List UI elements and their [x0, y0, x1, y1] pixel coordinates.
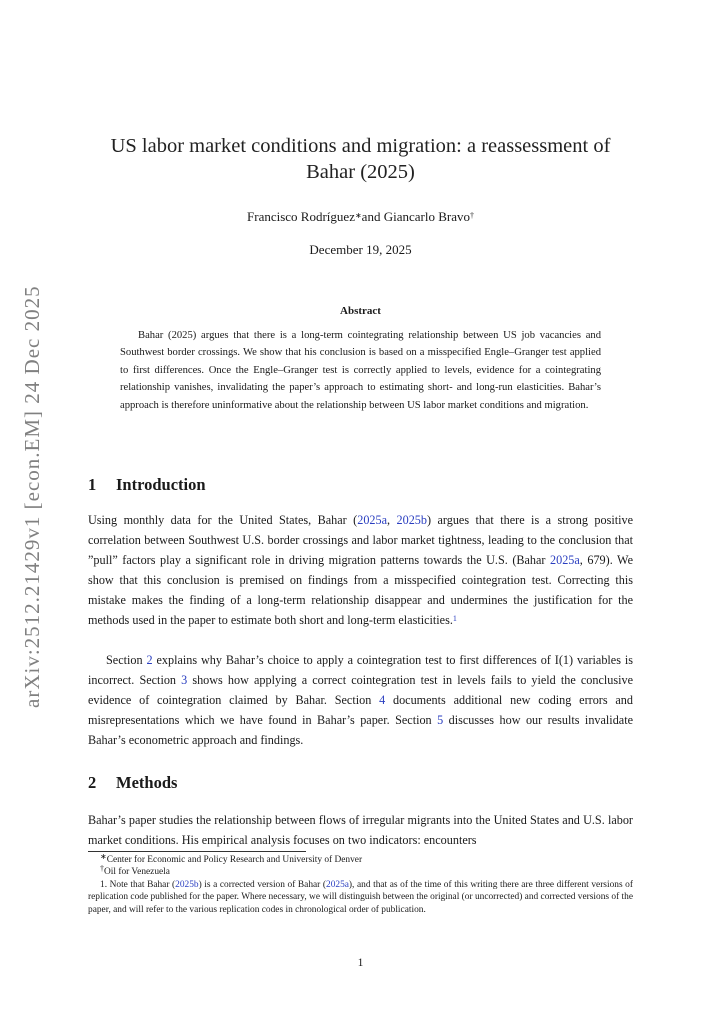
author-1-footnote-mark[interactable]: ∗ — [354, 211, 362, 220]
author-2: and Giancarlo Bravo — [361, 209, 470, 224]
page-number: 1 — [357, 957, 364, 969]
text-run: , 679). We show that this conclusion is premised on findings from a misspecified cointegration test. Correcting this mistake makes the finding of a long-term relationship disappear and undermines the justification for the methods used in the paper to estimate both short and long-term elasticities. — [88, 553, 633, 628]
text-run: ), and that as of the time of this writing there are three different versions of replication code published for the paper. Where necessary, we will distinguish between the original (or uncorrected) and corrected versions of the paper, and will refer to the various replication codes in chronological order of publication. — [88, 879, 633, 915]
section-2-heading — [88, 773, 177, 793]
title-line-2: Bahar (2025) — [306, 161, 415, 183]
footnote-citation-2025a[interactable]: 2025a — [326, 879, 349, 890]
citation-bahar-2025a[interactable]: 2025a — [357, 513, 388, 527]
text-run: Section — [106, 653, 147, 667]
footnotes — [88, 854, 633, 916]
intro-paragraph-1 — [88, 510, 633, 631]
section-1-heading — [88, 475, 206, 495]
abstract-text: Bahar (2025) argues that there is a long-term cointegrating relationship between US job vacancies and Southwest border crossings. We show that his conclusion is based on a misspecified Engle–Granger test applied to first differences. Once the Engle–Granger test is correctly applied to levels, evidence for a cointegrating relationship vanishes, invalidating the paper’s approach to estimating short- and long-run elasticities. Bahar’s approach is therefore uninformative about the relationship between US labor market conditions and migration. — [120, 330, 601, 411]
footnote-1-link[interactable]: 1 — [452, 614, 457, 624]
intro-paragraph-2 — [88, 650, 633, 750]
author-1: Francisco Rodríguez — [247, 209, 355, 224]
author-2-footnote-mark[interactable]: † — [469, 211, 474, 220]
text-run: shows how applying a correct cointegration test in levels fails to yield the conclusive evidence of cointegration claimed by Bahar. Section — [88, 673, 633, 708]
text-run: , — [387, 513, 397, 527]
paper-date: December 19, 2025 — [309, 242, 412, 257]
title-line-1: US labor market conditions and migration: a reassessment of — [110, 135, 611, 157]
abstract-heading: Abstract — [340, 305, 381, 317]
text-run: Using monthly data for the United States, Bahar ( — [88, 513, 358, 527]
paper-title — [88, 133, 633, 185]
footnote-mark: ∗ — [100, 852, 107, 861]
section-ref-3[interactable]: 3 — [181, 673, 188, 688]
arxiv-sidebar-stamp: arXiv:2512.21429v1 [econ.EM] 24 Dec 2025 — [20, 285, 44, 708]
text-run: Note that Bahar ( — [107, 879, 176, 890]
text-run: explains why Bahar’s choice to apply a cointegration test to first differences of I(1) variables is incorrect. Section — [88, 653, 633, 688]
footnote-text: Center for Economic and Policy Research and University of Denver — [106, 855, 363, 865]
section-2-number: 2 — [88, 773, 97, 792]
text-run: ) is a corrected version of Bahar ( — [198, 879, 326, 890]
footnote-text: Oil for Venezuela — [104, 867, 170, 878]
footnote-affiliation-2 — [88, 866, 633, 878]
section-1-title: Introduction — [116, 475, 206, 494]
citation-bahar-2025a-page[interactable]: 2025a — [550, 553, 580, 568]
footnote-citation-2025b[interactable]: 2025b — [175, 879, 199, 890]
citation-bahar-2025b[interactable]: 2025b — [396, 513, 427, 527]
methods-paragraph-1: Bahar’s paper studies the relationship between flows of irregular migrants into the United States and U.S. labor market conditions. His empirical analysis focuses on two indicators: encounters — [88, 813, 633, 848]
footnote-1 — [88, 879, 633, 916]
section-ref-2[interactable]: 2 — [146, 653, 153, 667]
section-1-number: 1 — [88, 475, 97, 494]
footnote-affiliation-1 — [88, 854, 633, 866]
footnote-mark: † — [100, 864, 104, 874]
text-run: discusses how our results invalidate Bahar’s econometric approach and findings. — [88, 713, 633, 748]
footnote-divider — [88, 851, 306, 852]
section-2-title: Methods — [116, 773, 178, 792]
section-ref-4[interactable]: 4 — [379, 693, 386, 708]
text-run: documents additional new coding errors and misrepresentations which we have found in Bahar’s paper. Section — [88, 693, 633, 728]
section-ref-5[interactable]: 5 — [437, 713, 444, 728]
author-list — [88, 209, 633, 225]
footnote-number: 1. — [100, 879, 108, 890]
text-run: ) argues that there is a strong positive correlation between Southwest U.S. border crossings and labor market tightness, leading to the conclusion that ”pull” factors play a significant role in driving migration patterns towards the U.S. (Bahar — [88, 513, 633, 568]
